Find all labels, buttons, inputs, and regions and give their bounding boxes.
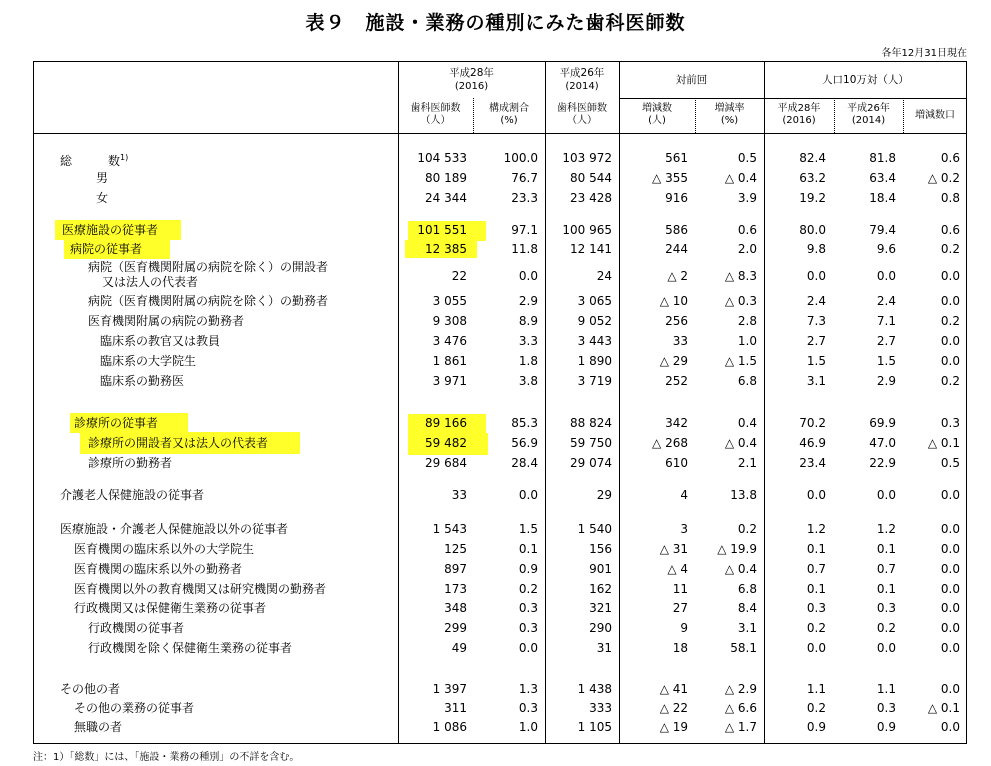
table-cell: 342	[665, 416, 688, 430]
table-cell: 89 166	[425, 416, 467, 430]
table-cell: 1.5	[518, 522, 538, 536]
row-label: 診療所の従事者	[74, 416, 159, 430]
table-cell: 31	[596, 641, 612, 655]
row-label: 行政機関を除く保健衛生業務の従事者	[88, 641, 293, 655]
table-cell: 63.2	[799, 171, 826, 185]
table-cell: 103 972	[562, 151, 612, 165]
table-cell: 23 428	[570, 191, 612, 205]
table-cell: 69.9	[869, 416, 896, 430]
row-label: 臨床系の勤務医	[100, 374, 185, 388]
table-cell: 0.2	[876, 621, 896, 635]
table-cell: 100.0	[503, 151, 538, 165]
table-cell: 0.6	[940, 223, 960, 237]
table-cell: 1.5	[876, 354, 896, 368]
table-cell: 0.0	[518, 488, 538, 502]
table-cell: 0.0	[806, 641, 826, 655]
table-cell: 3.3	[518, 334, 538, 348]
table-cell: 8.4	[737, 601, 757, 615]
table-cell: 18	[672, 641, 688, 655]
table-cell: △ 8.3	[724, 269, 757, 283]
table-cell: △ 4	[667, 562, 688, 576]
table-cell: 24	[596, 269, 612, 283]
table-cell: 0.3	[518, 701, 538, 715]
table-cell: 1.2	[876, 522, 896, 536]
table-cell: 6.8	[737, 374, 757, 388]
table-cell: 1.5	[806, 354, 826, 368]
table-cell: 290	[589, 621, 612, 635]
table-cell: 2.9	[876, 374, 896, 388]
table-cell: 76.7	[511, 171, 538, 185]
table-cell: 63.4	[869, 171, 896, 185]
table-cell: 59 482	[425, 436, 467, 450]
row-label: 医療施設・介護老人保健施設以外の従事者	[60, 522, 289, 536]
table-cell: 2.7	[806, 334, 826, 348]
table-cell: 586	[665, 223, 688, 237]
table-cell: 1 438	[577, 682, 612, 696]
table-cell: △ 355	[652, 171, 688, 185]
table-cell: 12 141	[570, 242, 612, 256]
row-label: 医育機関の臨床系以外の大学院生	[74, 542, 255, 556]
row-label: 男	[96, 171, 109, 185]
table-cell: 9.8	[806, 242, 826, 256]
table-cell: 3.1	[806, 374, 826, 388]
table-cell: 56.9	[511, 436, 538, 450]
table-cell: 1 543	[432, 522, 467, 536]
table-cell: △ 22	[659, 701, 688, 715]
table-cell: △ 1.7	[724, 720, 757, 734]
table-cell: 0.0	[806, 488, 826, 502]
table-cell: 1 086	[432, 720, 467, 734]
table-title: 表９ 施設・業務の種別にみた歯科医師数	[305, 12, 686, 34]
table-cell: 0.0	[940, 582, 960, 596]
table-cell: 0.0	[940, 354, 960, 368]
footnote-marker: 1)	[120, 153, 129, 162]
table-cell: △ 6.6	[724, 701, 757, 715]
row-label: 診療所の開設者又は法人の代表者	[88, 436, 269, 450]
row-label: 臨床系の教官又は教員	[100, 334, 221, 348]
table-cell: 299	[444, 621, 467, 635]
table-cell: 0.6	[737, 223, 757, 237]
table-cell: 2.4	[806, 294, 826, 308]
table-cell: 29	[596, 488, 612, 502]
table-cell: △ 0.1	[927, 436, 960, 450]
table-cell: 1 890	[577, 354, 612, 368]
table-cell: △ 0.3	[724, 294, 757, 308]
table-cell: 0.0	[940, 621, 960, 635]
table-cell: 1 861	[432, 354, 467, 368]
table-cell: △ 41	[659, 682, 688, 696]
table-cell: 97.1	[511, 223, 538, 237]
table-cell: 0.0	[518, 641, 538, 655]
subheader-ratio: 構成割合 (%)	[489, 103, 529, 126]
table-cell: 23.3	[511, 191, 538, 205]
table-cell: 0.2	[806, 701, 826, 715]
table-cell: 88 824	[570, 416, 612, 430]
row-label: 無職の者	[74, 720, 123, 734]
row-label-continued: 又は法人の代表者	[102, 275, 199, 289]
header-inner-line	[764, 98, 967, 99]
table-cell: 9 308	[432, 314, 467, 328]
table-cell: 0.0	[876, 269, 896, 283]
table-cell: 46.9	[799, 436, 826, 450]
table-cell: 2.1	[737, 456, 757, 470]
table-cell: 0.3	[876, 701, 896, 715]
row-label: 病院（医育機関附属の病院を除く）の勤務者	[88, 294, 329, 308]
table-cell: 9 052	[577, 314, 612, 328]
header-prev: 対前回	[675, 74, 708, 86]
table-cell: 3 971	[432, 374, 467, 388]
table-cell: 28.4	[511, 456, 538, 470]
table-cell: 0.4	[737, 416, 757, 430]
table-cell: 0.0	[940, 488, 960, 502]
table-cell: 0.0	[876, 488, 896, 502]
row-label: 総 数$^{1)}$	[60, 153, 129, 168]
table-cell: 1.3	[518, 682, 538, 696]
table-cell: 3 055	[432, 294, 467, 308]
table-cell: 47.0	[869, 436, 896, 450]
table-cell: 0.2	[518, 582, 538, 596]
table-cell: △ 0.4	[724, 171, 757, 185]
table-cell: 0.9	[876, 720, 896, 734]
table-cell: 11	[672, 582, 688, 596]
table-cell: 0.0	[940, 334, 960, 348]
table-cell: 59 750	[570, 436, 612, 450]
table-cell: 0.0	[876, 641, 896, 655]
table-cell: 0.9	[518, 562, 538, 576]
row-label: 診療所の勤務者	[88, 456, 173, 470]
table-cell: 311	[444, 701, 467, 715]
table-cell: 1 397	[432, 682, 467, 696]
table-cell: 0.3	[518, 601, 538, 615]
table-cell: 0.0	[940, 720, 960, 734]
table-cell: 162	[589, 582, 612, 596]
table-cell: 156	[589, 542, 612, 556]
table-cell: 0.2	[940, 242, 960, 256]
table-cell: 4	[680, 488, 688, 502]
subheader-p2016: 平成28年 (2016)	[777, 103, 821, 126]
table-cell: 897	[444, 562, 467, 576]
table-cell: 29 074	[570, 456, 612, 470]
table-cell: 3.9	[737, 191, 757, 205]
row-label: 医育機関以外の教育機関又は研究機関の勤務者	[74, 582, 327, 596]
table-cell: 85.3	[511, 416, 538, 430]
table-cell: 9.6	[876, 242, 896, 256]
table-cell: △ 268	[652, 436, 688, 450]
table-cell: 1.8	[518, 354, 538, 368]
table-cell: 244	[665, 242, 688, 256]
table-cell: △ 10	[659, 294, 688, 308]
table-cell: 3 476	[432, 334, 467, 348]
table-cell: 0.9	[806, 720, 826, 734]
table-cell: 0.0	[940, 294, 960, 308]
table-cell: 49	[451, 641, 467, 655]
table-cell: 0.0	[940, 562, 960, 576]
subheader-change: 増減数 (人)	[642, 103, 672, 126]
table-cell: 0.3	[876, 601, 896, 615]
table-cell: △ 19	[659, 720, 688, 734]
table-cell: 0.0	[940, 269, 960, 283]
table-cell: 321	[589, 601, 612, 615]
table-cell: 8.9	[518, 314, 538, 328]
table-cell: 70.2	[799, 416, 826, 430]
row-label: 介護老人保健施設の従事者	[60, 488, 205, 502]
header-2014: 平成26年 (2014)	[559, 67, 605, 92]
table-cell: 0.0	[518, 269, 538, 283]
table-cell: 901	[589, 562, 612, 576]
table-cell: 125	[444, 542, 467, 556]
table-cell: 101 551	[417, 223, 467, 237]
row-label: 病院（医育機関附属の病院を除く）の開設者 又は法人の代表者	[88, 260, 329, 289]
table-cell: 100 965	[562, 223, 612, 237]
table-cell: △ 0.2	[927, 171, 960, 185]
table-cell: △ 2	[667, 269, 688, 283]
table-cell: 0.3	[940, 416, 960, 430]
table-cell: 0.1	[806, 542, 826, 556]
table-cell: 173	[444, 582, 467, 596]
table-cell: 3 443	[577, 334, 612, 348]
row-label: 女	[96, 191, 109, 205]
table-cell: 333	[589, 701, 612, 715]
table-cell: 0.1	[876, 542, 896, 556]
table-cell: 348	[444, 601, 467, 615]
table-cell: 0.7	[806, 562, 826, 576]
table-cell: △ 1.5	[724, 354, 757, 368]
row-divider	[398, 61, 967, 62]
table-cell: 29 684	[425, 456, 467, 470]
table-cell: △ 2.9	[724, 682, 757, 696]
table-cell: 0.3	[806, 601, 826, 615]
table-cell: 33	[672, 334, 688, 348]
row-label: その他の者	[60, 682, 121, 696]
row-label: 病院の従事者	[70, 242, 143, 256]
table-cell: △ 0.4	[724, 562, 757, 576]
table-cell: 0.0	[940, 601, 960, 615]
table-cell: 11.8	[511, 242, 538, 256]
table-cell: 27	[672, 601, 688, 615]
row-label: 行政機関の従事者	[88, 621, 185, 635]
table-cell: 79.4	[869, 223, 896, 237]
table-cell: 0.7	[876, 562, 896, 576]
subheader-rate: 増減率 (%)	[714, 103, 745, 126]
table-cell: △ 31	[659, 542, 688, 556]
table-cell: 0.2	[940, 314, 960, 328]
subheader-p2014: 平成26年 (2014)	[847, 103, 890, 126]
subheader-pchange: 増減数口	[915, 110, 955, 121]
table-cell: △ 19.9	[717, 542, 757, 556]
table-cell: 0.0	[940, 641, 960, 655]
table-cell: 9	[680, 621, 688, 635]
table-cell: 3 719	[577, 374, 612, 388]
table-cell: 3.8	[518, 374, 538, 388]
table-cell: 0.5	[737, 151, 757, 165]
table-cell: 0.1	[518, 542, 538, 556]
table-cell: 7.1	[876, 314, 896, 328]
table-cell: 0.8	[940, 191, 960, 205]
table-cell: 81.8	[869, 151, 896, 165]
table-cell: 610	[665, 456, 688, 470]
table-cell: 0.2	[940, 374, 960, 388]
table-cell: 23.4	[799, 456, 826, 470]
table-cell: 1.0	[518, 720, 538, 734]
table-cell: 80 544	[570, 171, 612, 185]
header-per100k: 人口10万対（人）	[822, 74, 909, 86]
header-2016: 平成28年 (2016)	[449, 67, 494, 92]
table-cell: 22.9	[869, 456, 896, 470]
table-cell: 0.2	[806, 621, 826, 635]
table-cell: 2.8	[737, 314, 757, 328]
table-cell: 58.1	[730, 641, 757, 655]
table-cell: 24 344	[425, 191, 467, 205]
table-cell: 1 105	[577, 720, 612, 734]
table-cell: 2.7	[876, 334, 896, 348]
table-cell: 1.2	[806, 522, 826, 536]
table-cell: 2.9	[518, 294, 538, 308]
table-cell: 13.8	[730, 488, 757, 502]
row-label: 臨床系の大学院生	[100, 354, 197, 368]
table-cell: 0.1	[876, 582, 896, 596]
row-label: その他の業務の従事者	[74, 701, 195, 715]
header-bottom-line	[33, 133, 967, 134]
table-cell: 0.5	[940, 456, 960, 470]
subheader-dentists-2014: 歯科医師数 （人）	[557, 103, 607, 126]
footnote: 注：1）「総数」には、「施設・業務の種別」の不詳を含む。	[33, 752, 300, 763]
table-cell: 80 189	[425, 171, 467, 185]
table-cell: 33	[451, 488, 467, 502]
table-cell: 0.0	[940, 542, 960, 556]
table-cell: 916	[665, 191, 688, 205]
table-cell: 561	[665, 151, 688, 165]
table-cell: 22	[451, 269, 467, 283]
table-cell: △ 29	[659, 354, 688, 368]
table-cell: 6.8	[737, 582, 757, 596]
table-cell: 0.3	[518, 621, 538, 635]
row-label: 医育機関の臨床系以外の勤務者	[74, 562, 243, 576]
table-cell: 82.4	[799, 151, 826, 165]
table-cell: 0.2	[737, 522, 757, 536]
table-cell: 104 533	[417, 151, 467, 165]
row-label: 医療施設の従事者	[62, 223, 159, 237]
table-cell: △ 0.1	[927, 701, 960, 715]
table-cell: 7.3	[806, 314, 826, 328]
row-label: 行政機関又は保健衛生業務の従事者	[74, 601, 267, 615]
table-cell: 80.0	[799, 223, 826, 237]
header-inner-line	[619, 98, 764, 99]
table-cell: 0.0	[940, 682, 960, 696]
table-cell: 2.0	[737, 242, 757, 256]
table-cell: 3.1	[737, 621, 757, 635]
table-cell: 2.4	[876, 294, 896, 308]
table-cell: 3	[680, 522, 688, 536]
table-cell: 0.6	[940, 151, 960, 165]
table-cell: 3 065	[577, 294, 612, 308]
table-cell: 1.1	[806, 682, 826, 696]
table-cell: △ 0.4	[724, 436, 757, 450]
row-label: 医育機関附属の病院の勤務者	[88, 314, 245, 328]
table-cell: 1.1	[876, 682, 896, 696]
date-note: 各年12月31日現在	[881, 48, 967, 59]
table-cell: 252	[665, 374, 688, 388]
table-cell: 18.4	[869, 191, 896, 205]
subheader-dentists-2016: 歯科医師数 （人）	[410, 103, 461, 126]
table-cell: 0.0	[806, 269, 826, 283]
table-cell: 1.0	[737, 334, 757, 348]
table-cell: 19.2	[799, 191, 826, 205]
table-cell: 0.1	[806, 582, 826, 596]
table-cell: 1 540	[577, 522, 612, 536]
table-cell: 256	[665, 314, 688, 328]
table-cell: 12 385	[425, 242, 467, 256]
table-cell: 0.0	[940, 522, 960, 536]
